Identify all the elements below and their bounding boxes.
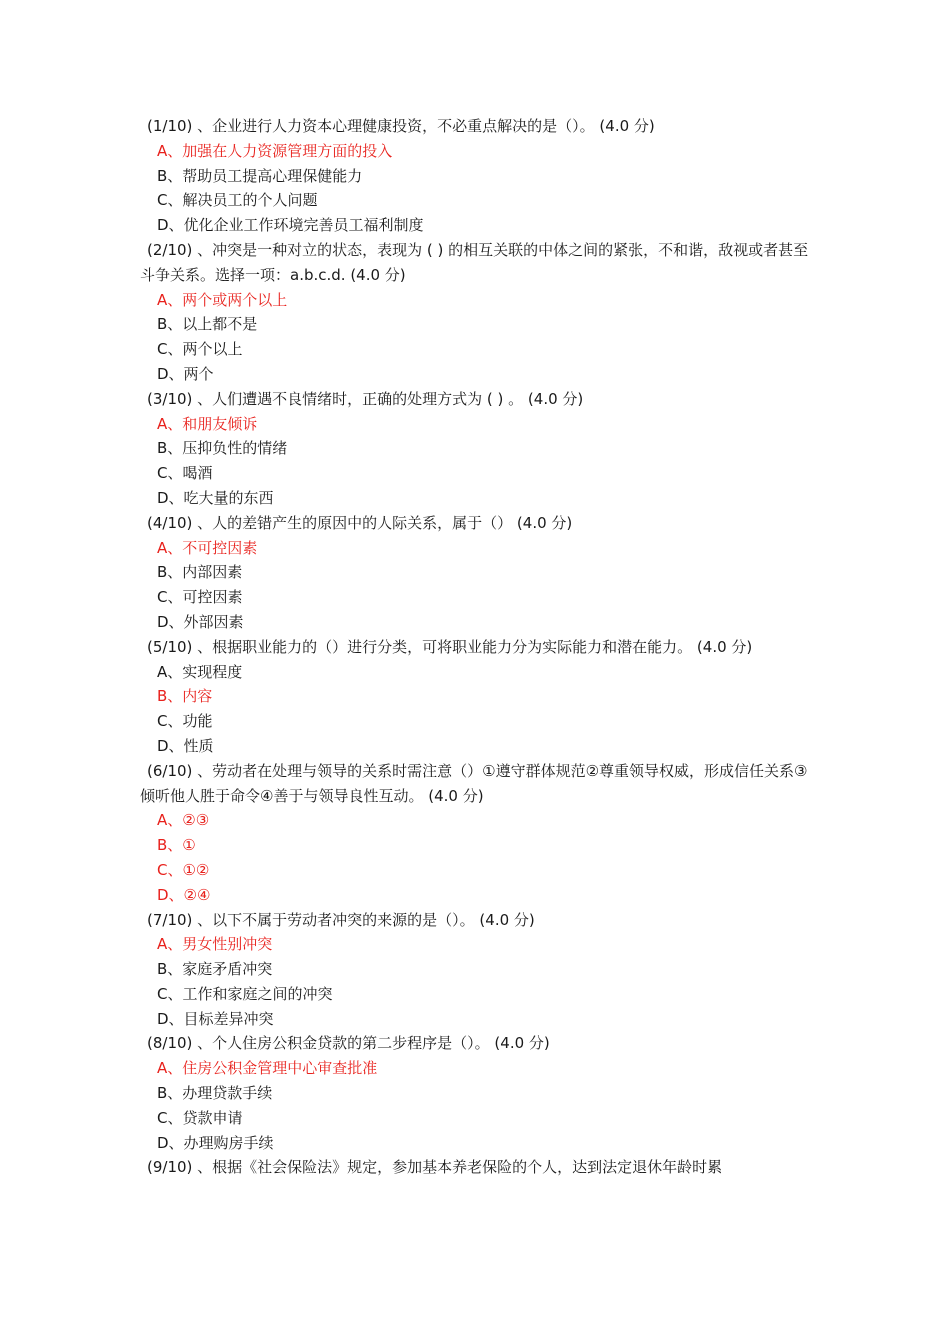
answer-option: C、功能 bbox=[157, 712, 213, 731]
answer-option-selected: A、两个或两个以上 bbox=[157, 290, 288, 309]
answer-option: B、压抑负性的情绪 bbox=[157, 439, 288, 458]
question-text: (5/10) 、根据职业能力的（）进行分类，可将职业能力分为实际能力和潜在能力。 (4.0 分) bbox=[147, 637, 753, 656]
question-text: (1/10) 、企业进行人力资本心理健康投资，不必重点解决的是（）。 (4.0 分) bbox=[147, 117, 655, 135]
answer-option: D、吃大量的东西 bbox=[157, 488, 274, 507]
answer-option: B、内部因素 bbox=[157, 563, 243, 582]
answer-option-selected: A、住房公积金管理中心审查批准 bbox=[157, 1059, 378, 1078]
answer-option: B、家庭矛盾冲突 bbox=[157, 960, 273, 979]
answer-option-selected: C、①② bbox=[157, 860, 210, 879]
answer-option: C、贷款申请 bbox=[157, 1108, 243, 1127]
answer-option: B、帮助员工提高心理保健能力 bbox=[157, 166, 363, 185]
question-text: (6/10) 、劳动者在处理与领导的关系时需注意（）①遵守群体规范②尊重领导权威，形成信任关系③倾听他人胜于命令④善于与领导良性互动。 (4.0 分) bbox=[140, 761, 808, 805]
answer-option: A、实现程度 bbox=[157, 662, 243, 681]
answer-option: C、解决员工的个人问题 bbox=[157, 191, 318, 210]
answer-option-selected: A、加强在人力资源管理方面的投入 bbox=[157, 141, 393, 160]
answer-option-selected: B、① bbox=[157, 836, 196, 855]
question-text: (4/10) 、人的差错产生的原因中的人际关系，属于（） (4.0 分) bbox=[147, 513, 573, 532]
answer-option: D、办理购房手续 bbox=[157, 1133, 274, 1152]
answer-option: D、目标差异冲突 bbox=[157, 1009, 274, 1028]
answer-option-selected: A、和朋友倾诉 bbox=[157, 414, 258, 433]
answer-option: B、以上都不是 bbox=[157, 315, 258, 334]
answer-option: C、喝酒 bbox=[157, 464, 213, 483]
question-text: (3/10) 、人们遭遇不良情绪时，正确的处理方式为 ( ) 。 (4.0 分) bbox=[147, 389, 584, 408]
answer-option: D、两个 bbox=[157, 364, 214, 383]
answer-option-selected: A、男女性别冲突 bbox=[157, 935, 273, 954]
answer-option: C、两个以上 bbox=[157, 340, 243, 359]
answer-option-selected: D、②④ bbox=[157, 885, 211, 904]
question-text: (8/10) 、个人住房公积金贷款的第二步程序是（）。 (4.0 分) bbox=[147, 1034, 550, 1053]
question-text: (9/10) 、根据《社会保险法》规定，参加基本养老保险的个人，达到法定退休年龄时累 bbox=[147, 1158, 723, 1177]
answer-option-selected: A、不可控因素 bbox=[157, 538, 258, 557]
question-text: (7/10) 、以下不属于劳动者冲突的来源的是（）。 (4.0 分) bbox=[147, 910, 535, 929]
answer-option: D、外部因素 bbox=[157, 612, 244, 631]
answer-option: B、办理贷款手续 bbox=[157, 1084, 273, 1103]
answer-option-selected: B、内容 bbox=[157, 687, 213, 706]
answer-option: D、性质 bbox=[157, 736, 214, 755]
answer-option: C、工作和家庭之间的冲突 bbox=[157, 984, 333, 1003]
answer-option: D、优化企业工作环境完善员工福利制度 bbox=[157, 216, 424, 235]
question-text: (2/10) 、冲突是一种对立的状态，表现为 ( ) 的相互关联的中体之间的紧张，不和谐，敌视或者甚至斗争关系。选择一项：a.b.c.d. (4.0 分) bbox=[140, 240, 809, 284]
answer-option: C、可控因素 bbox=[157, 588, 243, 607]
answer-option-selected: A、②③ bbox=[157, 811, 210, 830]
quiz-content bbox=[140, 114, 810, 1180]
